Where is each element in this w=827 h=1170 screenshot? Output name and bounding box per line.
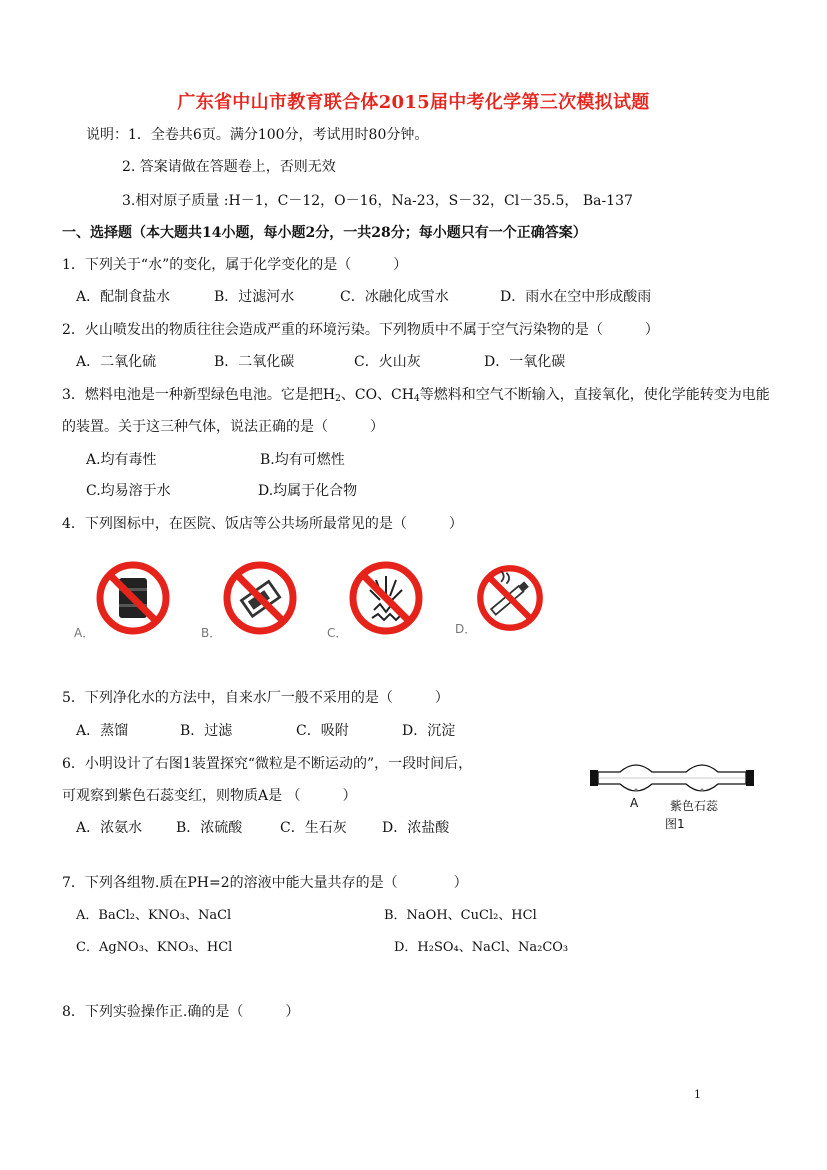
q4-option-b: B． <box>201 626 222 640</box>
q3-stem-line-1: 3．燃料电池是一种新型绿色电池。它是把$H_2$、CO、$CH_4$等燃料和空气不断输入，直接氧化，使化学能转变为电能 <box>62 387 770 404</box>
q7-option-d: D．H₂SO₄、NaCl、Na₂CO₃ <box>394 940 569 955</box>
q8-stem: 8．下列实验操作正.确的是（ ） <box>62 1004 300 1020</box>
no-fireworks-icon <box>346 558 426 638</box>
q4-stem: 4．下列图标中，在医院、饭店等公共场所最常见的是（ ） <box>62 516 463 532</box>
q1-option-a: A．配制食盐水 <box>76 289 171 305</box>
figure-label-litmus: 紫色石蕊 <box>670 799 719 813</box>
q3-option-c: C.均易溶于水 <box>86 483 171 499</box>
note-1: 说明：1．全卷共6页。满分100分，考试用时80分钟。 <box>86 127 429 143</box>
q1-option-b: B．过滤河水 <box>214 289 295 305</box>
q2-option-a: A．二氧化硫 <box>76 354 157 370</box>
q7-option-b: B．NaOH、CuCl₂、HCl <box>384 908 537 923</box>
q7-option-a: A．BaCl₂、KNO₃、NaCl <box>76 908 232 923</box>
q2-stem: 2．火山喷发出的物质往往会造成严重的环境污染。下列物质中不属于空气污染物的是（ ） <box>62 322 659 338</box>
page-title: 广东省中山市教育联合体2015届中考化学第三次模拟试题 <box>177 92 650 113</box>
q3-option-d: D.均属于化合物 <box>258 483 358 499</box>
q5-option-c: C．吸附 <box>296 723 349 739</box>
q5-option-b: B．过滤 <box>180 723 233 739</box>
apparatus-diagram <box>588 760 756 802</box>
q1-stem: 1．下列关于“水”的变化，属于化学变化的是（ ） <box>62 257 408 273</box>
q6-option-b: B．浓硫酸 <box>176 820 243 836</box>
q6-option-d: D．浓盐酸 <box>382 820 450 836</box>
no-matches-icon <box>220 558 300 638</box>
q5-option-a: A．蒸馏 <box>76 723 129 739</box>
no-oil-drum-icon <box>93 558 173 638</box>
q5-option-d: D．沉淀 <box>402 723 456 739</box>
q7-stem: 7．下列各组物.质在PH=2的溶液中能大量共存的是（ ） <box>62 875 468 891</box>
figure-caption: 图1 <box>665 817 685 831</box>
q7-option-c: C．AgNO₃、KNO₃、HCl <box>76 940 233 955</box>
page-number: 1 <box>694 1088 701 1101</box>
note-3: 3.相对原子质量 :H－1，C－12，O－16，Na-23，S－32，Cl－35.5， Ba-137 <box>122 193 633 209</box>
q2-option-d: D．一氧化碳 <box>484 354 566 370</box>
q3-option-a: A.均有毒性 <box>86 452 157 468</box>
note-2: 2. 答案请做在答题卷上，否则无效 <box>122 159 336 175</box>
q1-option-d: D．雨水在空中形成酸雨 <box>500 289 652 305</box>
q3-option-b: B.均有可燃性 <box>260 452 345 468</box>
q4-option-a: A． <box>74 626 95 640</box>
q5-stem: 5．下列净化水的方法中，自来水厂一般不采用的是（ ） <box>62 690 449 706</box>
q2-option-c: C．火山灰 <box>354 354 421 370</box>
q1-option-c: C．冰融化成雪水 <box>340 289 449 305</box>
q6-option-c: C．生石灰 <box>280 820 347 836</box>
q6-stem-line-2: 可观察到紫色石蕊变红，则物质A是 （ ） <box>62 788 357 804</box>
q4-option-c: C． <box>327 626 348 640</box>
no-smoking-icon <box>474 562 546 634</box>
q3-stem-line-2: 的装置。关于这三种气体，说法正确的是（ ） <box>62 419 384 435</box>
figure-label-a: A <box>630 796 639 810</box>
q6-option-a: A．浓氨水 <box>76 820 143 836</box>
section-heading: 一、选择题（本大题共14小题，每小题2分，一共28分；每小题只有一个正确答案） <box>62 225 587 241</box>
q6-stem-line-1: 6．小明设计了右图1装置探究“微粒是不断运动的”，一段时间后， <box>62 756 473 772</box>
q2-option-b: B．二氧化碳 <box>214 354 295 370</box>
q4-option-d: D． <box>455 622 477 636</box>
